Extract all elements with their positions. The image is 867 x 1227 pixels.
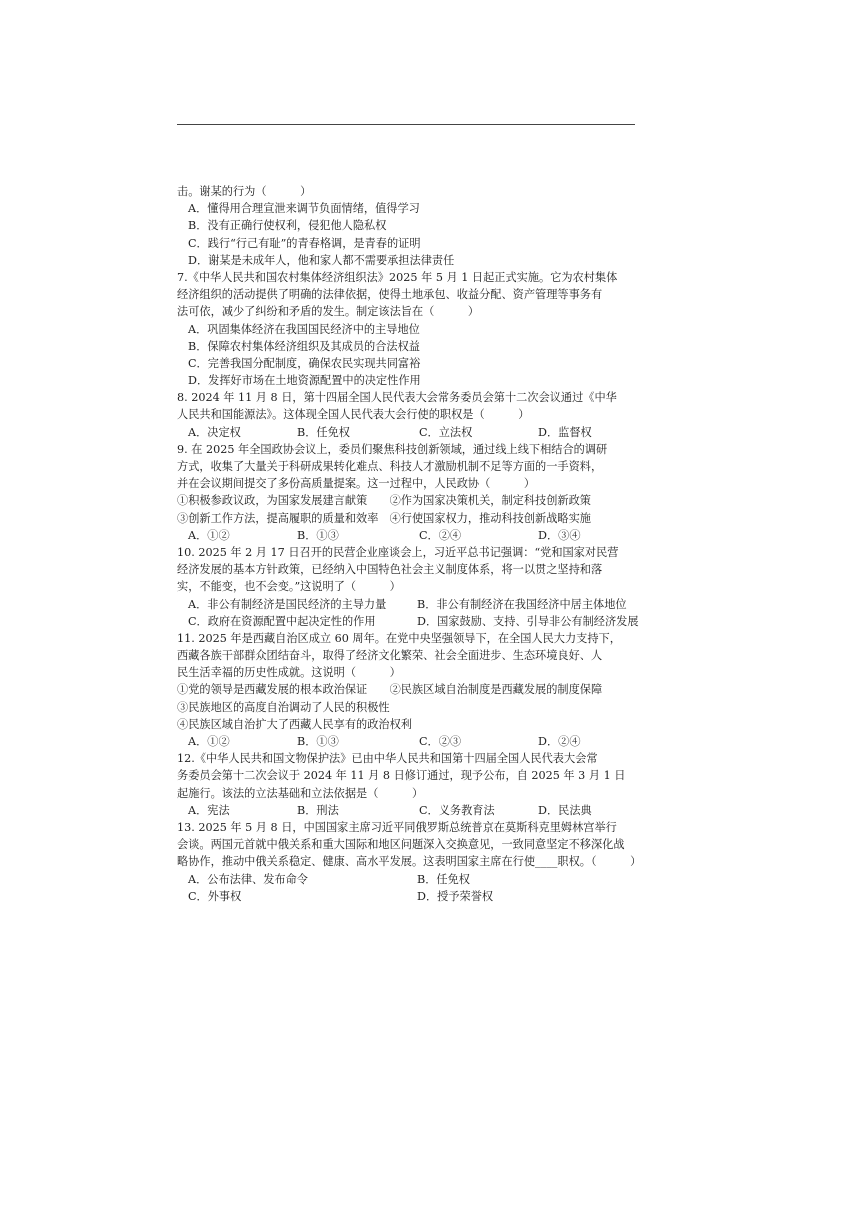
q9-option-a: A．①② xyxy=(188,528,230,542)
q11-stem-line: 11. 2025 年是西藏自治区成立 60 周年。在党中央坚强领导下，在全国人民大力支持下， xyxy=(177,631,621,645)
q9-stem-line: 方式，收集了大量关于科研成果转化难点、科技人才激励机制不足等方面的一手资料， xyxy=(177,460,603,473)
q12-options xyxy=(177,802,645,819)
question-list xyxy=(177,183,645,905)
q13-option-c: C．外事权 xyxy=(188,889,242,903)
q9-options xyxy=(177,527,645,544)
q6-option-d: D．谢某是未成年人，他和家人都不需要承担法律责任 xyxy=(188,253,455,267)
q13-options-row xyxy=(177,888,645,905)
q13-option-d: D．授予荣誉权 xyxy=(417,889,494,903)
q6-option-a: A．懂得用合理宣泄来调节负面情绪，值得学习 xyxy=(188,202,420,216)
q8-stem-line: 8. 2024 年 11 月 8 日，第十四届全国人民代表大会常务委员会第十二次会议通过《中华 xyxy=(177,391,617,405)
q13-stem-line: 13. 2025 年 5 月 8 日，中国国家主席习近平同俄罗斯总统普京在莫斯科克里姆林宫举行 xyxy=(177,820,617,834)
q12-option-b: B．刑法 xyxy=(297,803,339,817)
q11-stem-line: 民生活幸福的历史性成就。这说明（ ） xyxy=(177,666,401,680)
q11-option-c: C．②③ xyxy=(419,735,462,748)
q10-option-a: A．非公有制经济是国民经济的主导力量 xyxy=(188,597,387,611)
q11-item-line: ④民族区域自治扩大了西藏人民享有的政治权利 xyxy=(177,717,412,731)
q9-item-line: ③创新工作方法，提高履职的质量和效率 ④行使国家权力，推动科技创新战略实施 xyxy=(177,511,591,525)
q7-stem-line: 7.《中华人民共和国农村集体经济组织法》2025 年 5 月 1 日起正式实施。它为农村集体 xyxy=(177,270,618,284)
q8-option-d: D．监督权 xyxy=(538,425,592,439)
q9-item-line: ①积极参政议政，为国家发展建言献策 ②作为国家决策机关，制定科技创新政策 xyxy=(177,494,591,508)
q9-option-c: C．②④ xyxy=(419,528,462,542)
q12-stem-line: 务委员会第十二次会议于 2024 年 11 月 8 日修订通过，现予公布，自 2025 年 3 月 1 日 xyxy=(177,769,626,783)
header-rule xyxy=(177,124,635,125)
q13-stem-line: 略协作，推动中俄关系稳定、健康、高水平发展。这表明国家主席在行使____职权。（ ） xyxy=(177,855,642,869)
q6-stem-end: 击。谢某的行为（ ） xyxy=(177,185,312,198)
q8-options xyxy=(177,424,645,441)
q7-option-a: A．巩固集体经济在我国国民经济中的主导地位 xyxy=(188,322,420,336)
q8-option-a: A．决定权 xyxy=(188,425,241,439)
q7-stem-line: 经济组织的活动提供了明确的法律依据，使得土地承包、收益分配、资产管理等事务有 xyxy=(177,288,603,302)
q8-option-c: C．立法权 xyxy=(419,425,473,439)
q13-option-a: A．公布法律、发布命令 xyxy=(188,872,308,886)
q12-option-d: D．民法典 xyxy=(538,803,592,817)
q12-option-a: A．宪法 xyxy=(188,803,230,817)
q12-option-c: C．义务教育法 xyxy=(419,803,495,817)
q10-options-row xyxy=(177,596,645,613)
q6-option-c: C．践行“行己有耻”的青春格调，是青春的证明 xyxy=(188,236,421,250)
q7-option-c: C．完善我国分配制度，确保农民实现共同富裕 xyxy=(188,356,421,370)
q11-options xyxy=(177,733,645,750)
q9-option-d: D．③④ xyxy=(538,528,581,542)
q13-stem-line: 会谈。两国元首就中俄关系和重大国际和地区问题深入交换意见，一致同意坚定不移深化战 xyxy=(177,838,625,852)
q7-option-b: B．保障农村集体经济组织及其成员的合法权益 xyxy=(188,339,420,353)
q8-option-b: B．任免权 xyxy=(297,425,350,439)
q8-stem-line: 人民共和国能源法》。这体现全国人民代表大会行使的职权是（ ） xyxy=(177,408,530,422)
q11-option-a: A．①② xyxy=(188,735,230,748)
q9-option-b: B．①③ xyxy=(297,528,339,542)
q11-option-b: B．①③ xyxy=(297,735,339,748)
q12-stem-line: 12.《中华人民共和国文物保护法》已由中华人民共和国第十四届全国人民代表大会常 xyxy=(177,752,598,766)
q12-stem-line: 起施行。该法的立法基础和立法依据是（ ） xyxy=(177,786,424,800)
q13-option-b: B．任免权 xyxy=(417,872,470,886)
q10-option-d: D．国家鼓励、支持、引导非公有制经济发展 xyxy=(417,614,639,628)
q9-stem-line: 并在会议期间提交了多份高质量提案。这一过程中，人民政协（ ） xyxy=(177,477,536,491)
q10-stem-line: 实，不能变，也不会变。”这说明了（ ） xyxy=(177,580,401,594)
q7-stem-line: 法可依，减少了纠纷和矛盾的发生。制定该法旨在（ ） xyxy=(177,305,480,319)
q10-options-row xyxy=(177,613,645,630)
q10-stem-line: 10. 2025 年 2 月 17 日召开的民营企业座谈会上，习近平总书记强调：“党和国家对民营 xyxy=(177,545,619,559)
q10-option-c: C．政府在资源配置中起决定性的作用 xyxy=(188,614,376,628)
q10-option-b: B．非公有制经济在我国经济中居主体地位 xyxy=(417,597,627,611)
q11-item-line: ③民族地区的高度自治调动了人民的积极性 xyxy=(177,700,390,714)
q13-options-row xyxy=(177,871,645,888)
q10-stem-line: 经济发展的基本方针政策，已经纳入中国特色社会主义制度体系，将一以贯之坚持和落 xyxy=(177,563,603,577)
q11-item-line: ①党的领导是西藏发展的根本政治保证 ②民族区域自治制度是西藏发展的制度保障 xyxy=(177,683,603,697)
q9-stem-line: 9. 在 2025 年全国政协会议上，委员们聚焦科技创新领域，通过线上线下相结合的调研 xyxy=(177,442,608,456)
q11-option-d: D．②④ xyxy=(538,735,581,748)
q11-stem-line: 西藏各族干部群众团结奋斗，取得了经济文化繁荣、社会全面进步、生态环境良好、人 xyxy=(177,649,603,663)
q6-option-b: B．没有正确行使权利，侵犯他人隐私权 xyxy=(188,219,387,233)
q7-option-d: D．发挥好市场在土地资源配置中的决定性作用 xyxy=(188,374,421,388)
